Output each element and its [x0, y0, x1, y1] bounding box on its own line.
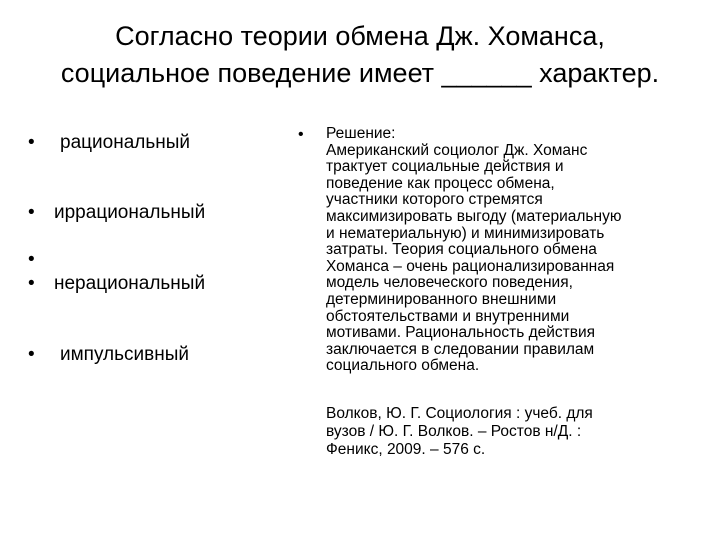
- title-line-2: социальное поведение имеет ______ характер.: [60, 58, 660, 88]
- solution-heading: [326, 126, 706, 143]
- solution-line: мотивами. Рациональность действия: [326, 324, 596, 342]
- option-2-label: иррациональный: [54, 202, 206, 223]
- solution-line: Хоманса – очень рационализированная: [326, 257, 615, 275]
- option-4[interactable]: [28, 273, 205, 295]
- solution-block: [326, 126, 706, 375]
- reference-line: вузов / Ю. Г. Волков. – Ростов н/Д. :: [326, 423, 582, 440]
- bullet-icon: •: [28, 202, 35, 223]
- reference-line: Волков, Ю. Г. Социология : учеб. для: [326, 405, 593, 422]
- option-4-label: нерациональный: [54, 273, 206, 294]
- option-5-label: импульсивный: [60, 344, 190, 365]
- option-3[interactable]: [28, 249, 54, 271]
- solution-line: поведение как процесс обмена,: [326, 174, 555, 192]
- slide-title: [20, 18, 700, 92]
- solution-line: обстоятельствами и внутренними: [326, 307, 570, 325]
- solution-label: Решение: [326, 125, 392, 142]
- solution-line: модель человеческого поведения,: [326, 274, 573, 292]
- solution-line: Американский социолог Дж. Хоманс: [326, 141, 588, 159]
- bullet-icon: •: [28, 344, 35, 365]
- solution-line: заключается в следовании правилам: [326, 340, 595, 358]
- option-1[interactable]: [28, 132, 190, 154]
- solution-line: социального обмена.: [326, 357, 480, 375]
- solution-line: трактует социальные действия и: [326, 158, 564, 176]
- bullet-icon: •: [28, 249, 35, 270]
- bullet-icon: •: [28, 273, 35, 294]
- solution-colon: :: [391, 125, 396, 142]
- solution-line: детерминированного внешними: [326, 290, 557, 308]
- option-2[interactable]: [28, 202, 205, 224]
- bullet-icon: •: [28, 132, 35, 153]
- solution-line: максимизировать выгоду (материальную: [326, 207, 622, 225]
- title-line-1: Согласно теории обмена Дж. Хоманса,: [115, 21, 605, 51]
- solution-line: участники которого стремятся: [326, 191, 543, 209]
- solution-line: затраты. Теория социального обмена: [326, 241, 597, 259]
- reference-line: Феникс, 2009. – 576 с.: [326, 441, 486, 458]
- option-5[interactable]: [28, 344, 189, 366]
- solution-bullet-icon: •: [298, 126, 304, 143]
- option-1-label: рациональный: [60, 132, 191, 153]
- solution-line: и нематериальную) и минимизировать: [326, 224, 605, 242]
- reference-block: [326, 405, 706, 459]
